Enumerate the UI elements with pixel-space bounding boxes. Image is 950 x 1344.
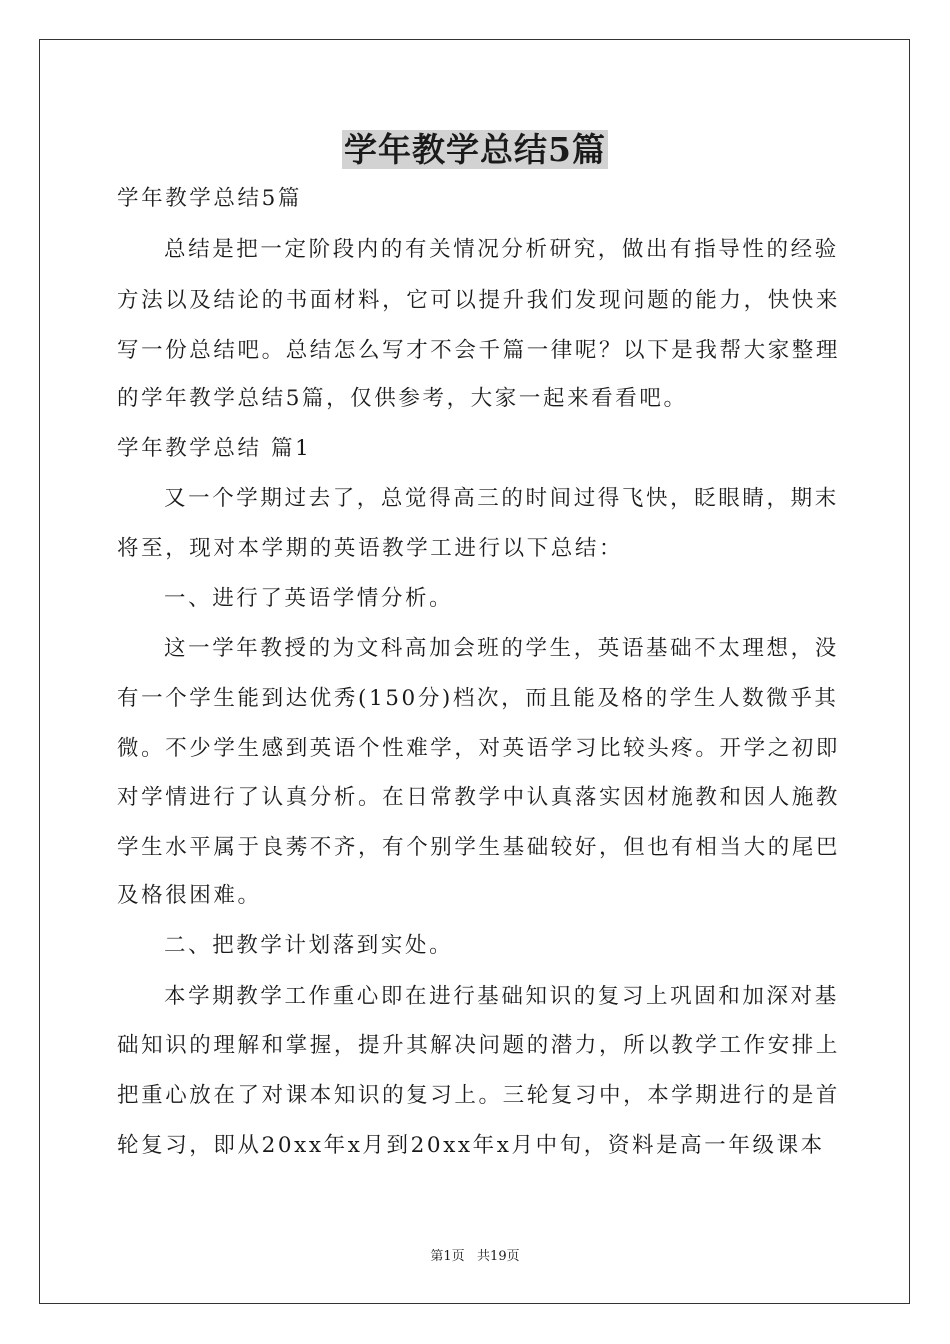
- paragraph-line: 对学情进行了认真分析。在日常教学中认真落实因材施教和因人施教: [117, 785, 841, 810]
- paragraph-line: 学生水平属于良莠不齐，有个别学生基础较好，但也有相当大的尾巴: [117, 835, 841, 860]
- subtitle-line: 学年教学总结5篇: [117, 186, 302, 211]
- paragraph-line: 方法以及结论的书面材料，它可以提升我们发现问题的能力，快快来: [117, 288, 841, 313]
- paragraph-line: 把重心放在了对课本知识的复习上。三轮复习中，本学期进行的是首: [117, 1083, 841, 1108]
- page-border: [39, 39, 910, 1304]
- subsection-heading: 二、把教学计划落到实处。: [164, 933, 454, 958]
- paragraph-line: 的学年教学总结5篇，仅供参考，大家一起来看看吧。: [117, 386, 688, 411]
- page-number-footer: 第1页 共19页: [430, 1249, 520, 1264]
- paragraph-line: 础知识的理解和掌握，提升其解决问题的潜力，所以教学工作安排上: [117, 1033, 841, 1058]
- paragraph-line: 有一个学生能到达优秀(150分)档次，而且能及格的学生人数微乎其: [117, 686, 839, 711]
- document-title-text: 学年教学总结5篇: [344, 130, 606, 169]
- paragraph-line: 又一个学期过去了，总觉得高三的时间过得飞快，眨眼睛，期末: [164, 486, 839, 511]
- paragraph-line: 写一份总结吧。总结怎么写才不会千篇一律呢？以下是我帮大家整理: [117, 338, 841, 363]
- document-title: [0, 128, 950, 172]
- paragraph-line: 总结是把一定阶段内的有关情况分析研究，做出有指导性的经验: [164, 237, 839, 262]
- subsection-heading: 一、进行了英语学情分析。: [164, 586, 454, 611]
- paragraph-line: 轮复习，即从20xx年x月到20xx年x月中旬，资料是高一年级课本: [117, 1133, 825, 1158]
- section-heading: 学年教学总结 篇1: [117, 436, 312, 461]
- paragraph-line: 及格很困难。: [117, 883, 262, 908]
- paragraph-line: 本学期教学工作重心即在进行基础知识的复习上巩固和加深对基: [164, 984, 839, 1009]
- paragraph-line: 这一学年教授的为文科高加会班的学生，英语基础不太理想，没: [164, 636, 839, 661]
- paragraph-line: 微。不少学生感到英语个性难学，对英语学习比较头疼。开学之初即: [117, 736, 841, 761]
- paragraph-line: 将至，现对本学期的英语教学工进行以下总结：: [117, 536, 624, 561]
